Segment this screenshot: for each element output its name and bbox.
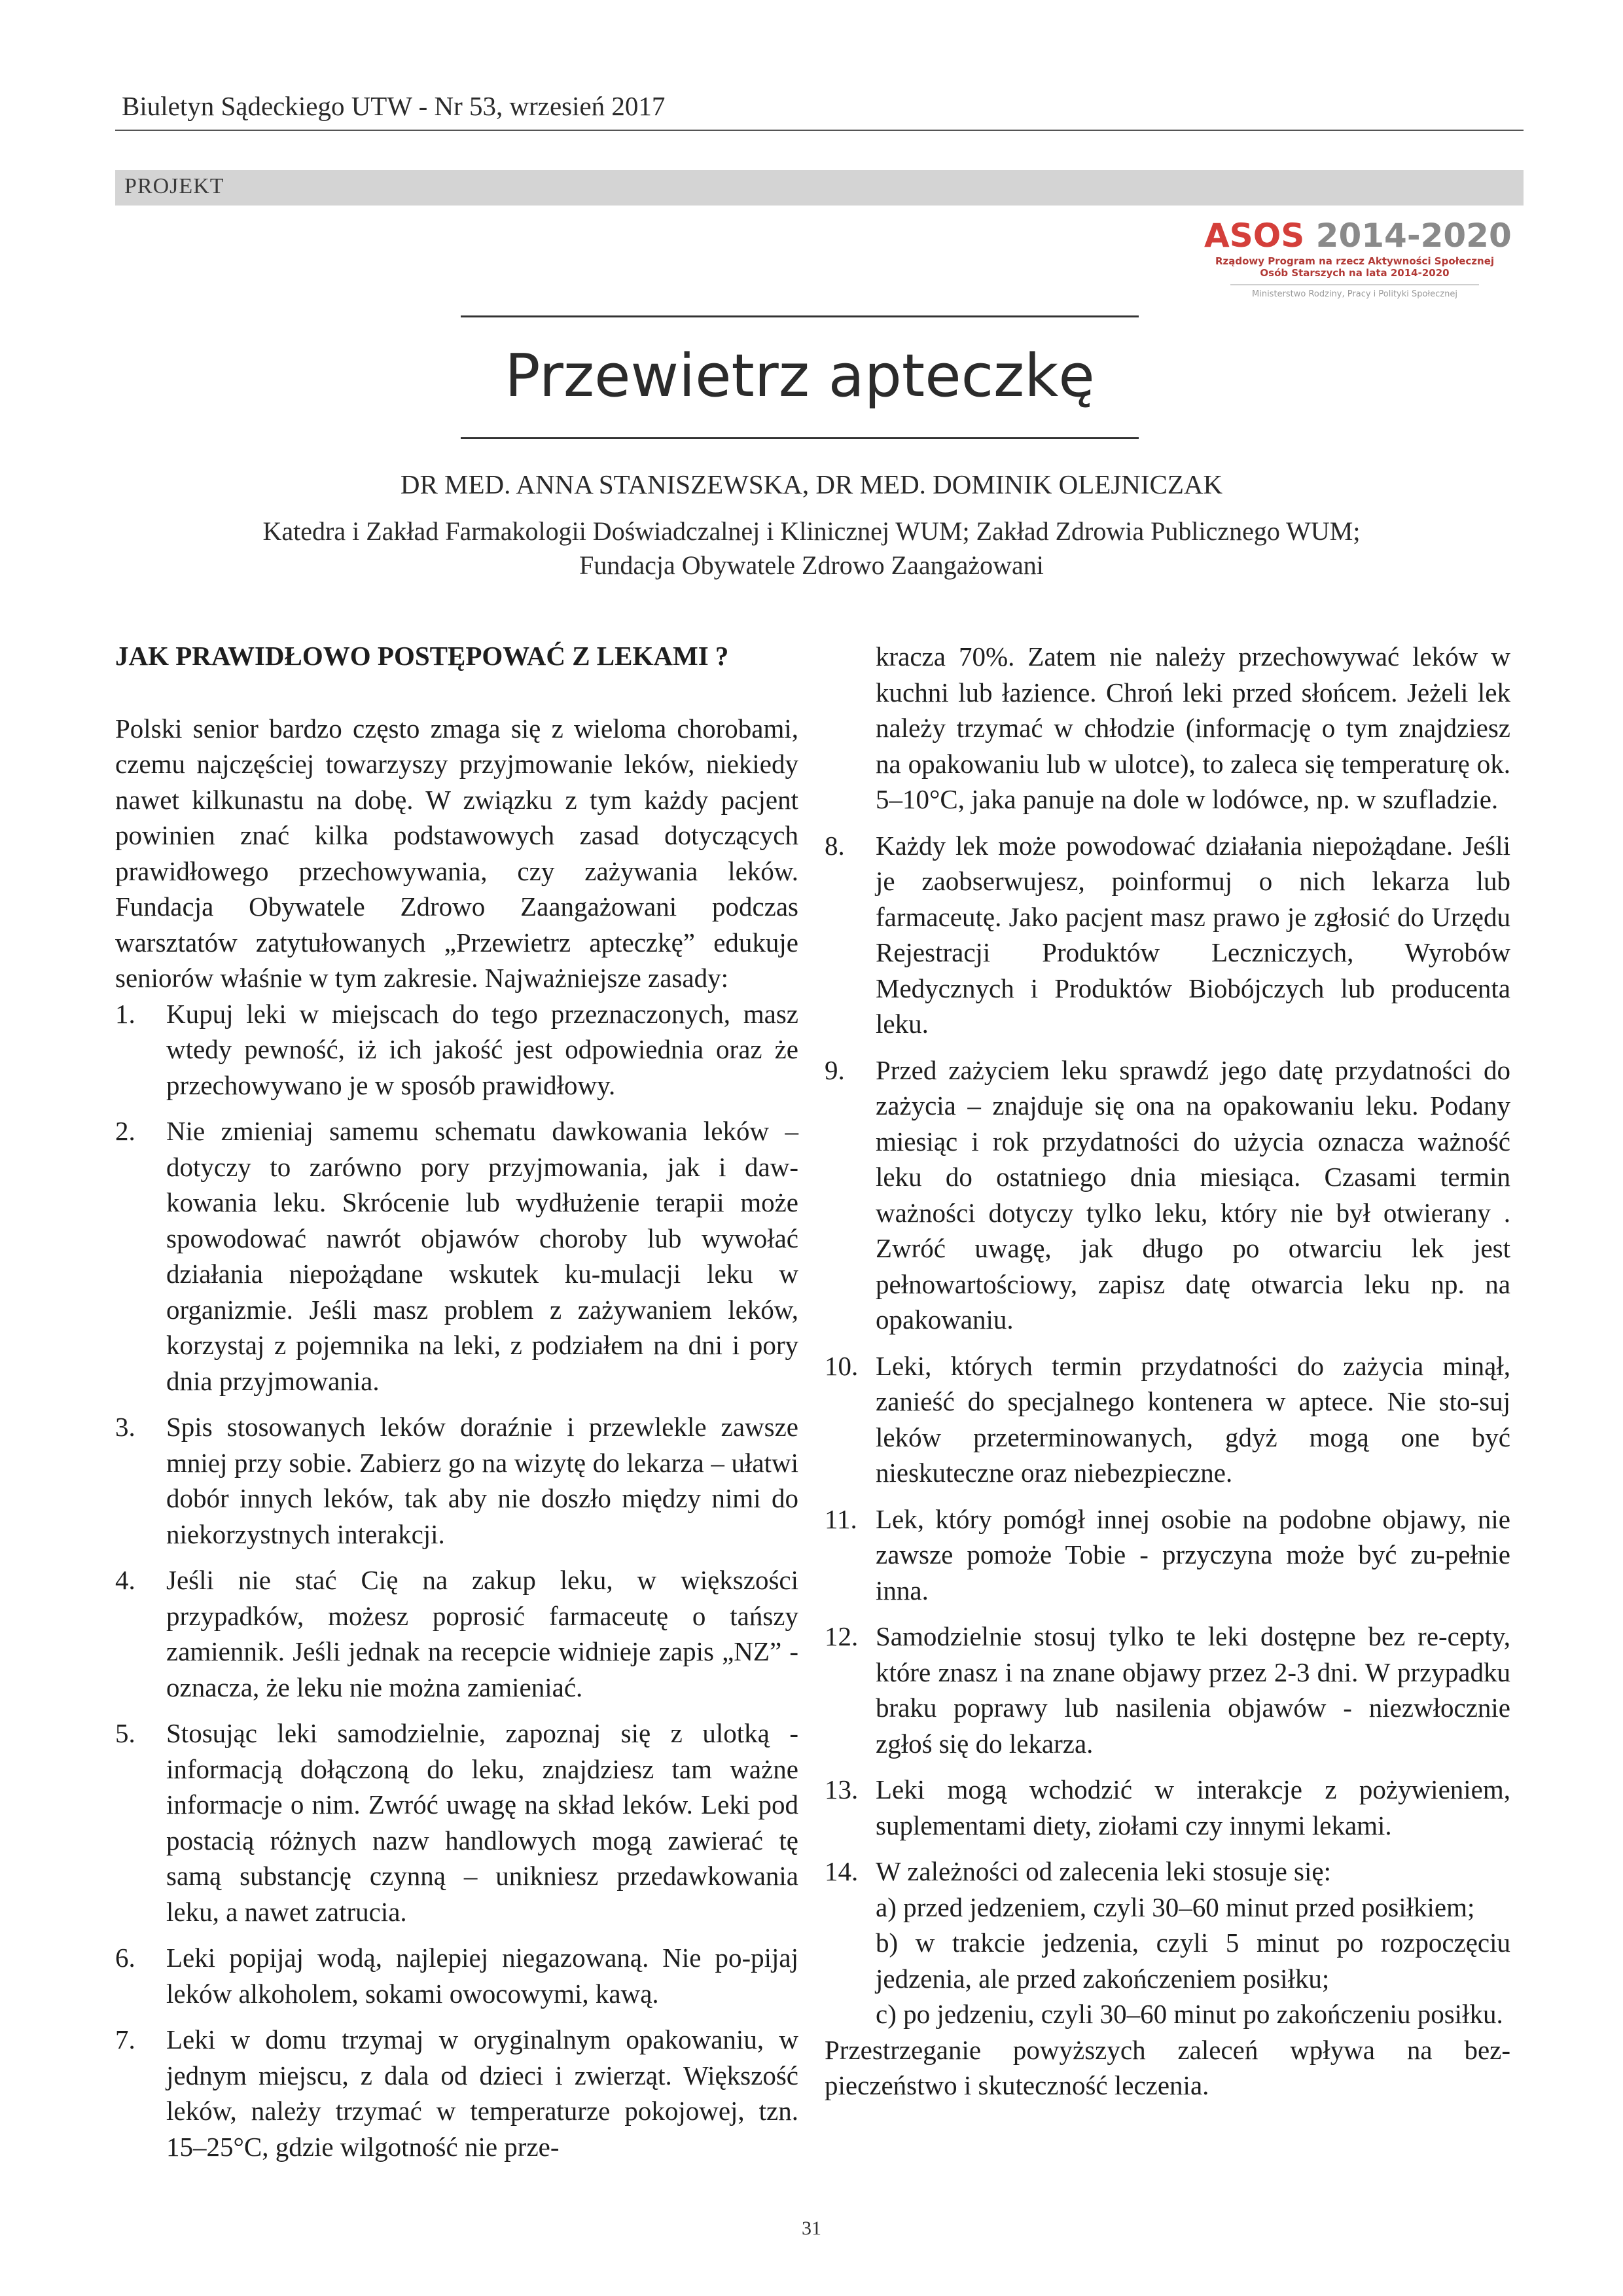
list-item	[115, 1715, 798, 1929]
affiliation-line-2: Fundacja Obywatele Zdrowo Zaangażowani	[579, 550, 1044, 580]
left-column	[115, 638, 798, 2164]
affiliation-line-1: Katedra i Zakład Farmakologii Doświadczalnej i Klinicznej WUM; Zakład Zdrowia Publicznego WUM;	[262, 516, 1361, 546]
list-text: Leki w domu trzymaj w oryginalnym opakowaniu, w jednym miejscu, z dala od dzieci i zwierząt. Większość leków, należy trzymać w temperaturze pokojowej, tzn. 15–25°C, gdzie wilgotność nie prze-	[166, 2024, 798, 2162]
page-number: 31	[802, 2217, 821, 2239]
list-text: Spis stosowanych leków doraźnie i przewlekle zawsze mniej przy sobie. Zabierz go na wizytę do lekarza – ułatwi dobór innych leków, tak aby nie doszło między nimi do niekorzystnych interakcji.	[166, 1412, 798, 1549]
running-head: Biuletyn Sądeckiego UTW - Nr 53, wrzesień 2017	[122, 91, 666, 121]
list-text: Każdy lek może powodować działania niepożądane. Jeśli je zaobserwujesz, poinformuj o nich lekarza lub farmaceutę. Jako pacjent masz prawo je zgłosić do Urzędu Rejestracji Produktów Leczniczych, Wyrobów Medycznych i Produktów Biobójczych lub producenta leku.	[876, 830, 1510, 1039]
list-number: 1.	[115, 998, 135, 1029]
list-number: 2.	[115, 1116, 135, 1146]
logo-name: ASOS	[1204, 217, 1305, 255]
list-item	[115, 1409, 798, 1552]
list-text: Leki, których termin przydatności do zażycia minął, zanieść do specjalnego kontenera w aptece. Nie sto-suj leków przeterminowanych, gdyż mogą one być nieskuteczne oraz niebezpieczne.	[876, 1350, 1510, 1488]
list-number: 12.	[825, 1621, 859, 1651]
list-number: 11.	[825, 1503, 857, 1534]
list-item	[115, 1113, 798, 1399]
title-rule-bottom	[461, 437, 1139, 439]
list-number: 9.	[825, 1054, 845, 1085]
list-number: 5.	[115, 1718, 135, 1748]
list-text-continued: kracza 70%. Zatem nie należy przechowywać leków w kuchni lub łazience. Chroń leki przed słońcem. Jeżeli lek należy trzymać w chłodzie (informację o tym znajdziesz na opakowaniu lub w ulotce), to zaleca się temperaturę ok. 5–10°C, jaka panuje na dole w lodówce, np. w szufladzie.	[876, 641, 1510, 814]
intro-paragraph: Polski senior bardzo często zmaga się z wieloma chorobami, czemu najczęściej towarzyszy przyjmowanie leków, niekiedy nawet kilkunastu na dobę. W związku z tym każdy pacjent powinien znać kilka podstawowych zasad dotyczących prawidłowego przechowywania, czy zażywania leków. Fundacja Obywatele Zdrowo Zaangażowani podczas warsztatów zatytułowanych „Przewietrz apteczkę” edukuje seniorów właśnie w tym zakresie. Najważniejsze zasady:	[115, 713, 798, 993]
list-item	[115, 1940, 798, 2011]
logo-divider	[1230, 284, 1479, 285]
list-item	[825, 1052, 1510, 1338]
list-item	[825, 1501, 1510, 1609]
list-item	[825, 1854, 1510, 2032]
list-item	[825, 1619, 1510, 1761]
asos-logo	[1204, 216, 1512, 321]
list-text: Leki mogą wchodzić w interakcje z pożywieniem, suplementami diety, ziołami czy innymi lekami.	[876, 1774, 1510, 1840]
list-text: Kupuj leki w miejscach do tego przeznaczonych, masz wtedy pewność, iż ich jakość jest odpowiednia oraz że przechowywano je w sposób prawidłowy.	[166, 998, 798, 1100]
authors: DR MED. ANNA STANISZEWSKA, DR MED. DOMINIK OLEJNICZAK	[400, 469, 1223, 499]
right-column	[825, 639, 1510, 2104]
logo-ministry: Ministerstwo Rodziny, Pracy i Polityki Społecznej	[1252, 289, 1457, 299]
list-item	[825, 828, 1510, 1042]
list-item	[825, 1348, 1510, 1491]
list-text: Lek, który pomógł innej osobie na podobne objawy, nie zawsze pomoże Tobie - przyczyna może być zu-pełnie inna.	[876, 1503, 1510, 1605]
section-heading: JAK PRAWIDŁOWO POSTĘPOWAĆ Z LEKAMI ?	[115, 641, 729, 671]
logo-line-2: Osób Starszych na lata 2014-2020	[1260, 267, 1450, 279]
list-item	[115, 996, 798, 1103]
list-item	[115, 2022, 798, 2164]
list-item	[825, 1772, 1510, 1843]
list-text: Samodzielnie stosuj tylko te leki dostępne bez re-cepty, które znasz i na znane objawy przez 2-3 dni. W przypadku braku poprawy lub nasilenia objawów - niezwłocznie zgłoś się do lekarza.	[876, 1621, 1510, 1759]
list-number: 13.	[825, 1774, 859, 1804]
article-title: Przewietrz apteczkę	[505, 342, 1095, 410]
sub-item-a: a) przed jedzeniem, czyli 30–60 minut przed posiłkiem;	[876, 1892, 1475, 1922]
list-text: Stosując leki samodzielnie, zapoznaj się z ulotką - informacją dołączoną do leku, znajdziesz tam ważne informacje o nim. Zwróć uwagę na skład leków. Leki pod postacią różnych nazw handlowych mogą zawierać tę samą substancję czynną – unikniesz przedawkowania leku, a nawet zatrucia.	[166, 1718, 798, 1927]
section-label: PROJEKT	[124, 174, 224, 198]
logo-years: 2014-2020	[1315, 217, 1512, 255]
header-rule	[115, 130, 1524, 131]
logo-title	[1204, 216, 1512, 255]
list-number: 8.	[825, 830, 845, 861]
sub-item-b: b) w trakcie jedzenia, czyli 5 minut po rozpoczęciu jedzenia, ale przed zakończeniem posiłku;	[876, 1928, 1510, 1994]
list-text: Nie zmieniaj samemu schematu dawkowania leków – dotyczy to zarówno pory przyjmowania, jak i daw-kowania leku. Skrócenie lub wydłużenie terapii może spowodować nawrót objawów choroby lub wywołać działania niepożądane wskutek ku-mulacji leku w organizmie. Jeśli masz problem z zażywaniem leków, korzystaj z pojemnika na leki, z podziałem na dni i pory dnia przyjmowania.	[166, 1116, 798, 1396]
list-item-continued	[825, 639, 1510, 817]
sub-item-c: c) po jedzeniu, czyli 30–60 minut po zakończeniu posiłku.	[876, 1999, 1503, 2029]
section-bar	[115, 170, 1524, 206]
list-number: 4.	[115, 1565, 135, 1595]
list-text: Leki popijaj wodą, najlepiej niegazowaną. Nie po-pijaj leków alkoholem, sokami owocowymi, kawą.	[166, 1943, 798, 2009]
closing-paragraph: Przestrzeganie powyższych zaleceń wpływa na bez-pieczeństwo i skuteczność leczenia.	[825, 2034, 1510, 2100]
list-number: 3.	[115, 1412, 135, 1442]
list-text: Przed zażyciem leku sprawdź jego datę przydatności do zażycia – znajduje się ona na opakowaniu leku. Podany miesiąc i rok przydatności do użycia oznacza ważność leku do ostatniego dnia miesiąca. Czasami termin ważności dotyczy tylko leku, który nie był otwierany . Zwróć uwagę, jak długo po otwarciu lek jest pełnowartościowy, zapisz datę otwarcia leku np. na opakowaniu.	[876, 1054, 1510, 1335]
logo-line-1: Rządowy Program na rzecz Aktywności Społecznej	[1215, 255, 1495, 267]
list-number: 14.	[825, 1856, 859, 1886]
list-item	[115, 1562, 798, 1705]
list-number: 7.	[115, 2024, 135, 2054]
list-text: Jeśli nie stać Cię na zakup leku, w większości przypadków, możesz poprosić farmaceutę o tańszy zamiennik. Jeśli jednak na recepcie widnieje zapis „NZ” - oznacza, że leku nie można zamieniać.	[166, 1565, 798, 1702]
title-rule-top	[461, 315, 1139, 317]
list-text: W zależności od zalecenia leki stosuje się:	[876, 1856, 1331, 1886]
list-number: 10.	[825, 1350, 859, 1381]
list-number: 6.	[115, 1943, 135, 1973]
